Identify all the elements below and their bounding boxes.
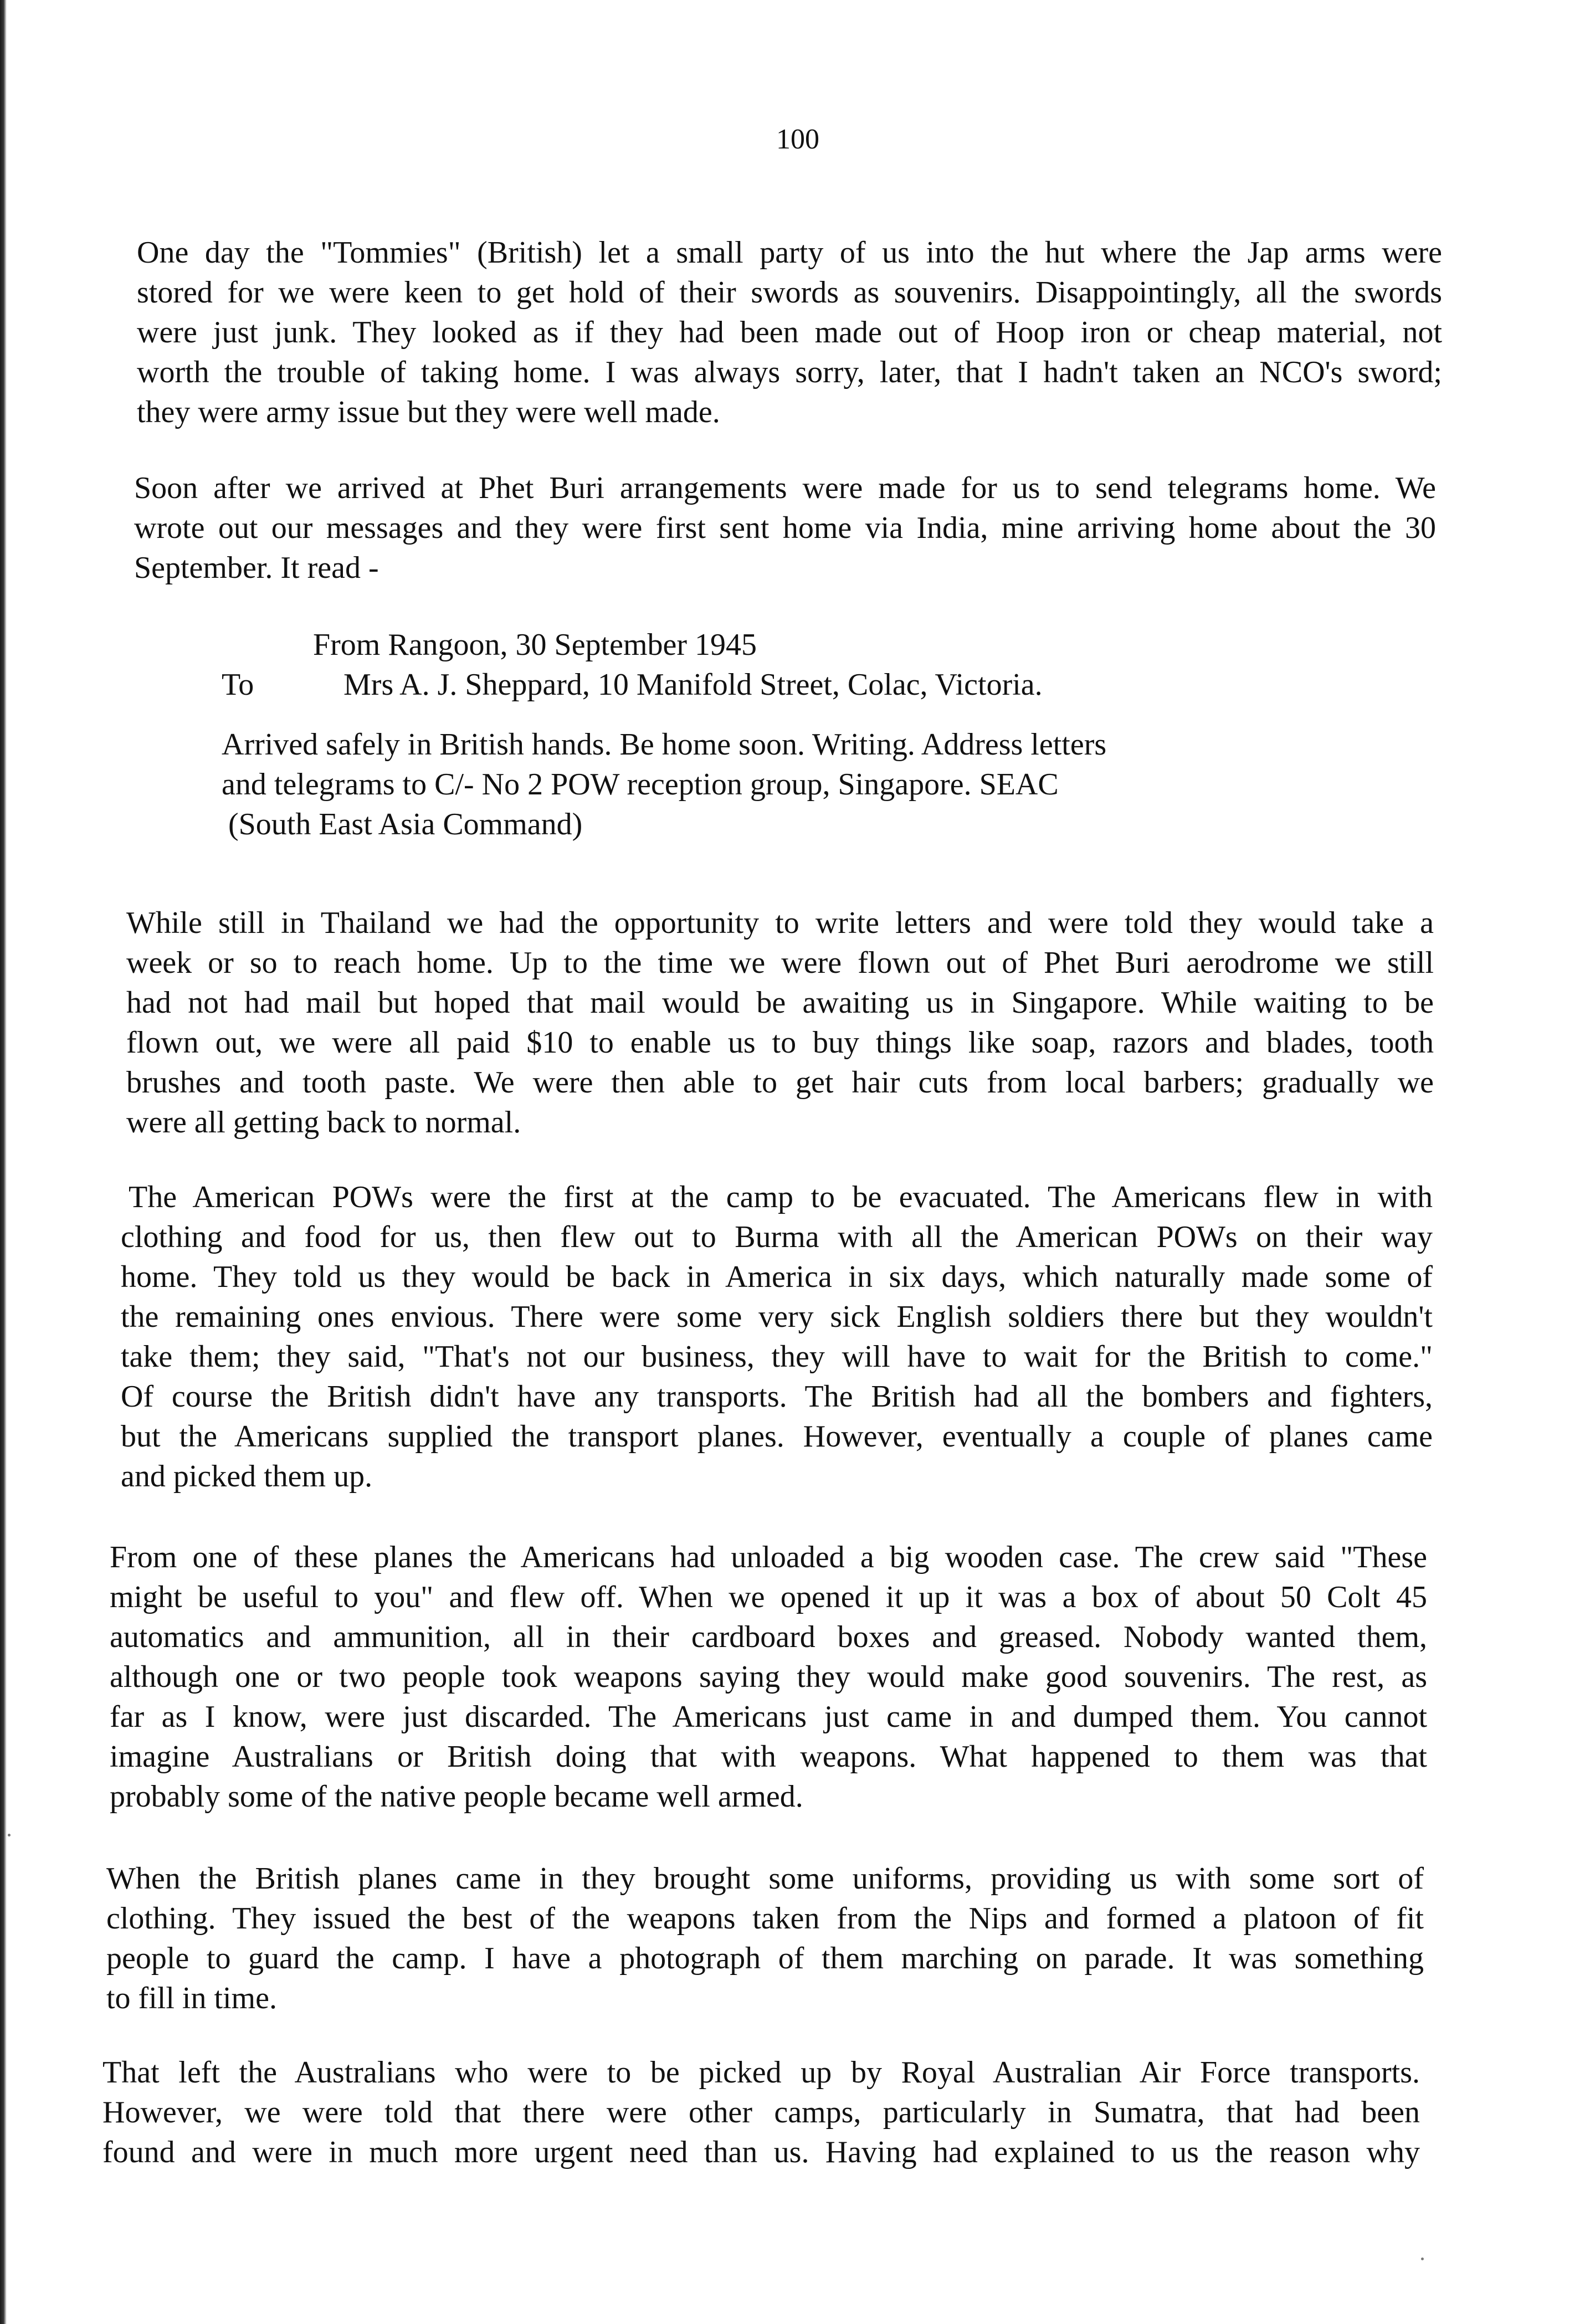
text-line: the remaining ones envious. There were some very sick English soldiers there but they wouldn't	[121, 1300, 1433, 1334]
text-line: brushes and tooth paste. We were then able to get hair cuts from local barbers; gradually we	[126, 1065, 1434, 1100]
paragraph-4	[121, 1177, 1433, 1496]
text-line: flown out, we were all paid $10 to enable us to buy things like soap, razors and blades, tooth	[126, 1025, 1434, 1060]
text-line: However, we were told that there were other camps, particularly in Sumatra, that had been	[102, 2095, 1420, 2130]
text-line: week or so to reach home. Up to the time we were flown out of Phet Buri aerodrome we still	[126, 946, 1434, 980]
telegram-spacer	[222, 705, 1274, 725]
paragraph-1	[137, 233, 1442, 432]
text-line: but the Americans supplied the transport planes. However, eventually a couple of planes came	[121, 1419, 1433, 1454]
text-line: might be useful to you" and flew off. When we opened it up it was a box of about 50 Colt 45	[110, 1580, 1427, 1614]
scan-speck	[1421, 2258, 1424, 2260]
text-line: to fill in time.	[106, 1981, 277, 2015]
text-line: probably some of the native people became well armed.	[110, 1779, 803, 1814]
text-line: wrote out our messages and they were first sent home via India, mine arriving home about the 30	[134, 511, 1436, 545]
text-line: and picked them up.	[121, 1459, 373, 1494]
text-line: automatics and ammunition, all in their cardboard boxes and greased. Nobody wanted them,	[110, 1620, 1427, 1654]
text-line: clothing and food for us, then flew out to Burma with all the American POWs on their way	[121, 1220, 1433, 1254]
paragraph-7	[102, 2053, 1420, 2172]
telegram-to-address: Mrs A. J. Sheppard, 10 Manifold Street, Colac, Victoria.	[343, 668, 1043, 702]
scan-edge-shadow	[0, 0, 7, 2324]
text-line: That left the Australians who were to be picked up by Royal Australian Air Force transports.	[102, 2055, 1420, 2090]
text-line: From one of these planes the Americans had unloaded a big wooden case. The crew said "These	[110, 1540, 1427, 1574]
text-line: When the British planes came in they brought some uniforms, providing us with some sort of	[106, 1861, 1424, 1896]
text-line: worth the trouble of taking home. I was always sorry, later, that I hadn't taken an NCO's sword;	[137, 355, 1442, 389]
text-line: September. It read -	[134, 551, 379, 585]
text-line: take them; they said, "That's not our business, they will have to wait for the British to come."	[121, 1340, 1433, 1374]
text-line: had not had mail but hoped that mail would be awaiting us in Singapore. While waiting to be	[126, 986, 1434, 1020]
text-line: One day the "Tommies" (British) let a small party of us into the hut where the Jap arms were	[137, 235, 1442, 270]
paragraph-5	[110, 1537, 1427, 1817]
text-line: Of course the British didn't have any transports. The British had all the bombers and fighters,	[121, 1379, 1433, 1414]
text-line: stored for we were keen to get hold of their swords as souvenirs. Disappointingly, all the swords	[137, 275, 1442, 310]
text-line: far as I know, were just discarded. The Americans just came in and dumped them. You cannot	[110, 1700, 1427, 1734]
telegram-message-line: Arrived safely in British hands. Be home soon. Writing. Address letters	[222, 727, 1107, 762]
telegram-from: From Rangoon, 30 September 1945	[313, 628, 757, 662]
paragraph-2	[134, 468, 1436, 588]
page-number: 100	[776, 124, 819, 155]
text-line: The American POWs were the first at the camp to be evacuated. The Americans flew in with	[129, 1180, 1433, 1214]
text-line: home. They told us they would be back in America in six days, which naturally made some of	[121, 1260, 1433, 1294]
paragraph-3	[126, 903, 1434, 1142]
text-line: imagine Australians or British doing that with weapons. What happened to them was that	[110, 1740, 1427, 1774]
text-line: found and were in much more urgent need than us. Having had explained to us the reason why	[102, 2135, 1420, 2169]
text-line: Soon after we arrived at Phet Buri arrangements were made for us to send telegrams home. We	[134, 471, 1436, 505]
text-line: although one or two people took weapons saying they would make good souvenirs. The rest, as	[110, 1660, 1427, 1694]
text-line: people to guard the camp. I have a photograph of them marching on parade. It was something	[106, 1941, 1424, 1976]
paragraph-6	[106, 1859, 1424, 2018]
telegram-message-line: and telegrams to C/- No 2 POW reception group, Singapore. SEAC	[222, 767, 1059, 802]
text-line: clothing. They issued the best of the weapons taken from the Nips and formed a platoon of fit	[106, 1901, 1424, 1936]
telegram-block	[222, 625, 1274, 844]
scan-speck	[8, 1834, 11, 1836]
telegram-to-label: To	[222, 668, 254, 702]
telegram-to-row	[222, 665, 1274, 705]
text-line: While still in Thailand we had the opportunity to write letters and were told they would take a	[126, 906, 1434, 940]
telegram-message-line: (South East Asia Command)	[228, 807, 583, 842]
text-line: they were army issue but they were well made.	[137, 395, 720, 429]
text-line: were all getting back to normal.	[126, 1105, 521, 1140]
text-line: were just junk. They looked as if they had been made out of Hoop iron or cheap material, not	[137, 315, 1442, 350]
